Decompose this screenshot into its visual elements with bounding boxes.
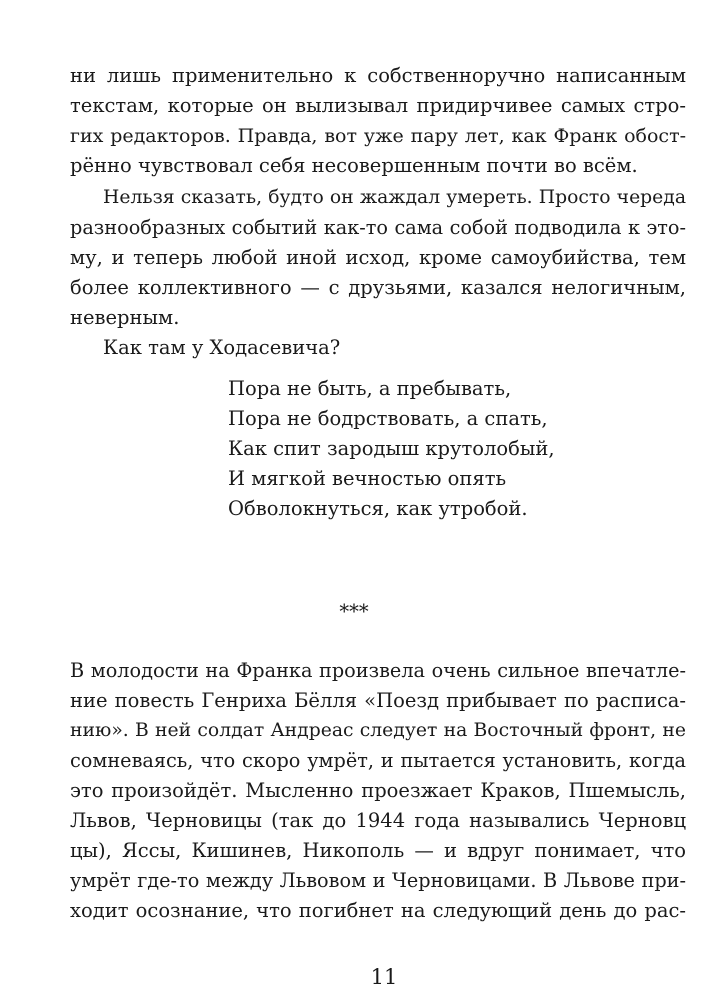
- text-line: му, и теперь любой иной исход, кроме самоубийства, тем: [70, 246, 686, 269]
- text-line: неверным.: [70, 306, 180, 329]
- text-line: ни лишь применительно к собственноручно написанным: [70, 64, 686, 87]
- text-line: Львов, Черновицы (так до 1944 года назывались Черновц: [70, 809, 686, 832]
- verse-line: И мягкой вечностью опять: [228, 467, 507, 490]
- text-line: цы), Яссы, Кишинев, Никополь — и вдруг понимает, что: [70, 839, 686, 862]
- section-separator: ***: [339, 600, 369, 623]
- text-line: текстам, которые он вылизывал придирчивее самых стро-: [70, 94, 686, 117]
- text-line: Как там у Ходасевича?: [103, 336, 341, 359]
- verse-line: Как спит зародыш крутолобый,: [228, 437, 555, 460]
- text-line: рённо чувствовал себя несовершенным почти во всём.: [70, 154, 638, 177]
- text-line: это произойдёт. Мысленно проезжает Краков, Пшемысль,: [70, 779, 686, 802]
- text-line: разнообразных событий как-то сама собой подводила к это-: [70, 216, 686, 239]
- page-number: 11: [370, 965, 398, 989]
- verse-line: Обволокнуться, как утробой.: [228, 497, 528, 520]
- verse-line: Пора не быть, а пребывать,: [228, 377, 512, 400]
- text-line: гих редакторов. Правда, вот уже пару лет, как Франк обост-: [70, 125, 686, 147]
- text-line: В молодости на Франка произвела очень сильное впечатле-: [70, 659, 686, 682]
- text-line: сомневаясь, что скоро умрёт, и пытается установить, когда: [70, 749, 686, 772]
- text-line: Нельзя сказать, будто он жаждал умереть. Просто череда: [103, 187, 686, 208]
- text-line: умрёт где-то между Львовом и Черновицами. В Львове при-: [70, 869, 686, 892]
- text-line: ходит осознание, что погибнет на следующий день до рас-: [70, 899, 686, 922]
- verse-line: Пора не бодрствовать, а спать,: [228, 407, 548, 430]
- text-line: более коллективного — с друзьями, казался нелогичным,: [70, 276, 686, 299]
- text-line: ние повесть Генриха Бёлля «Поезд прибывает по расписа-: [70, 689, 686, 712]
- text-line: нию». В ней солдат Андреас следует на Восточный фронт, не: [70, 720, 686, 741]
